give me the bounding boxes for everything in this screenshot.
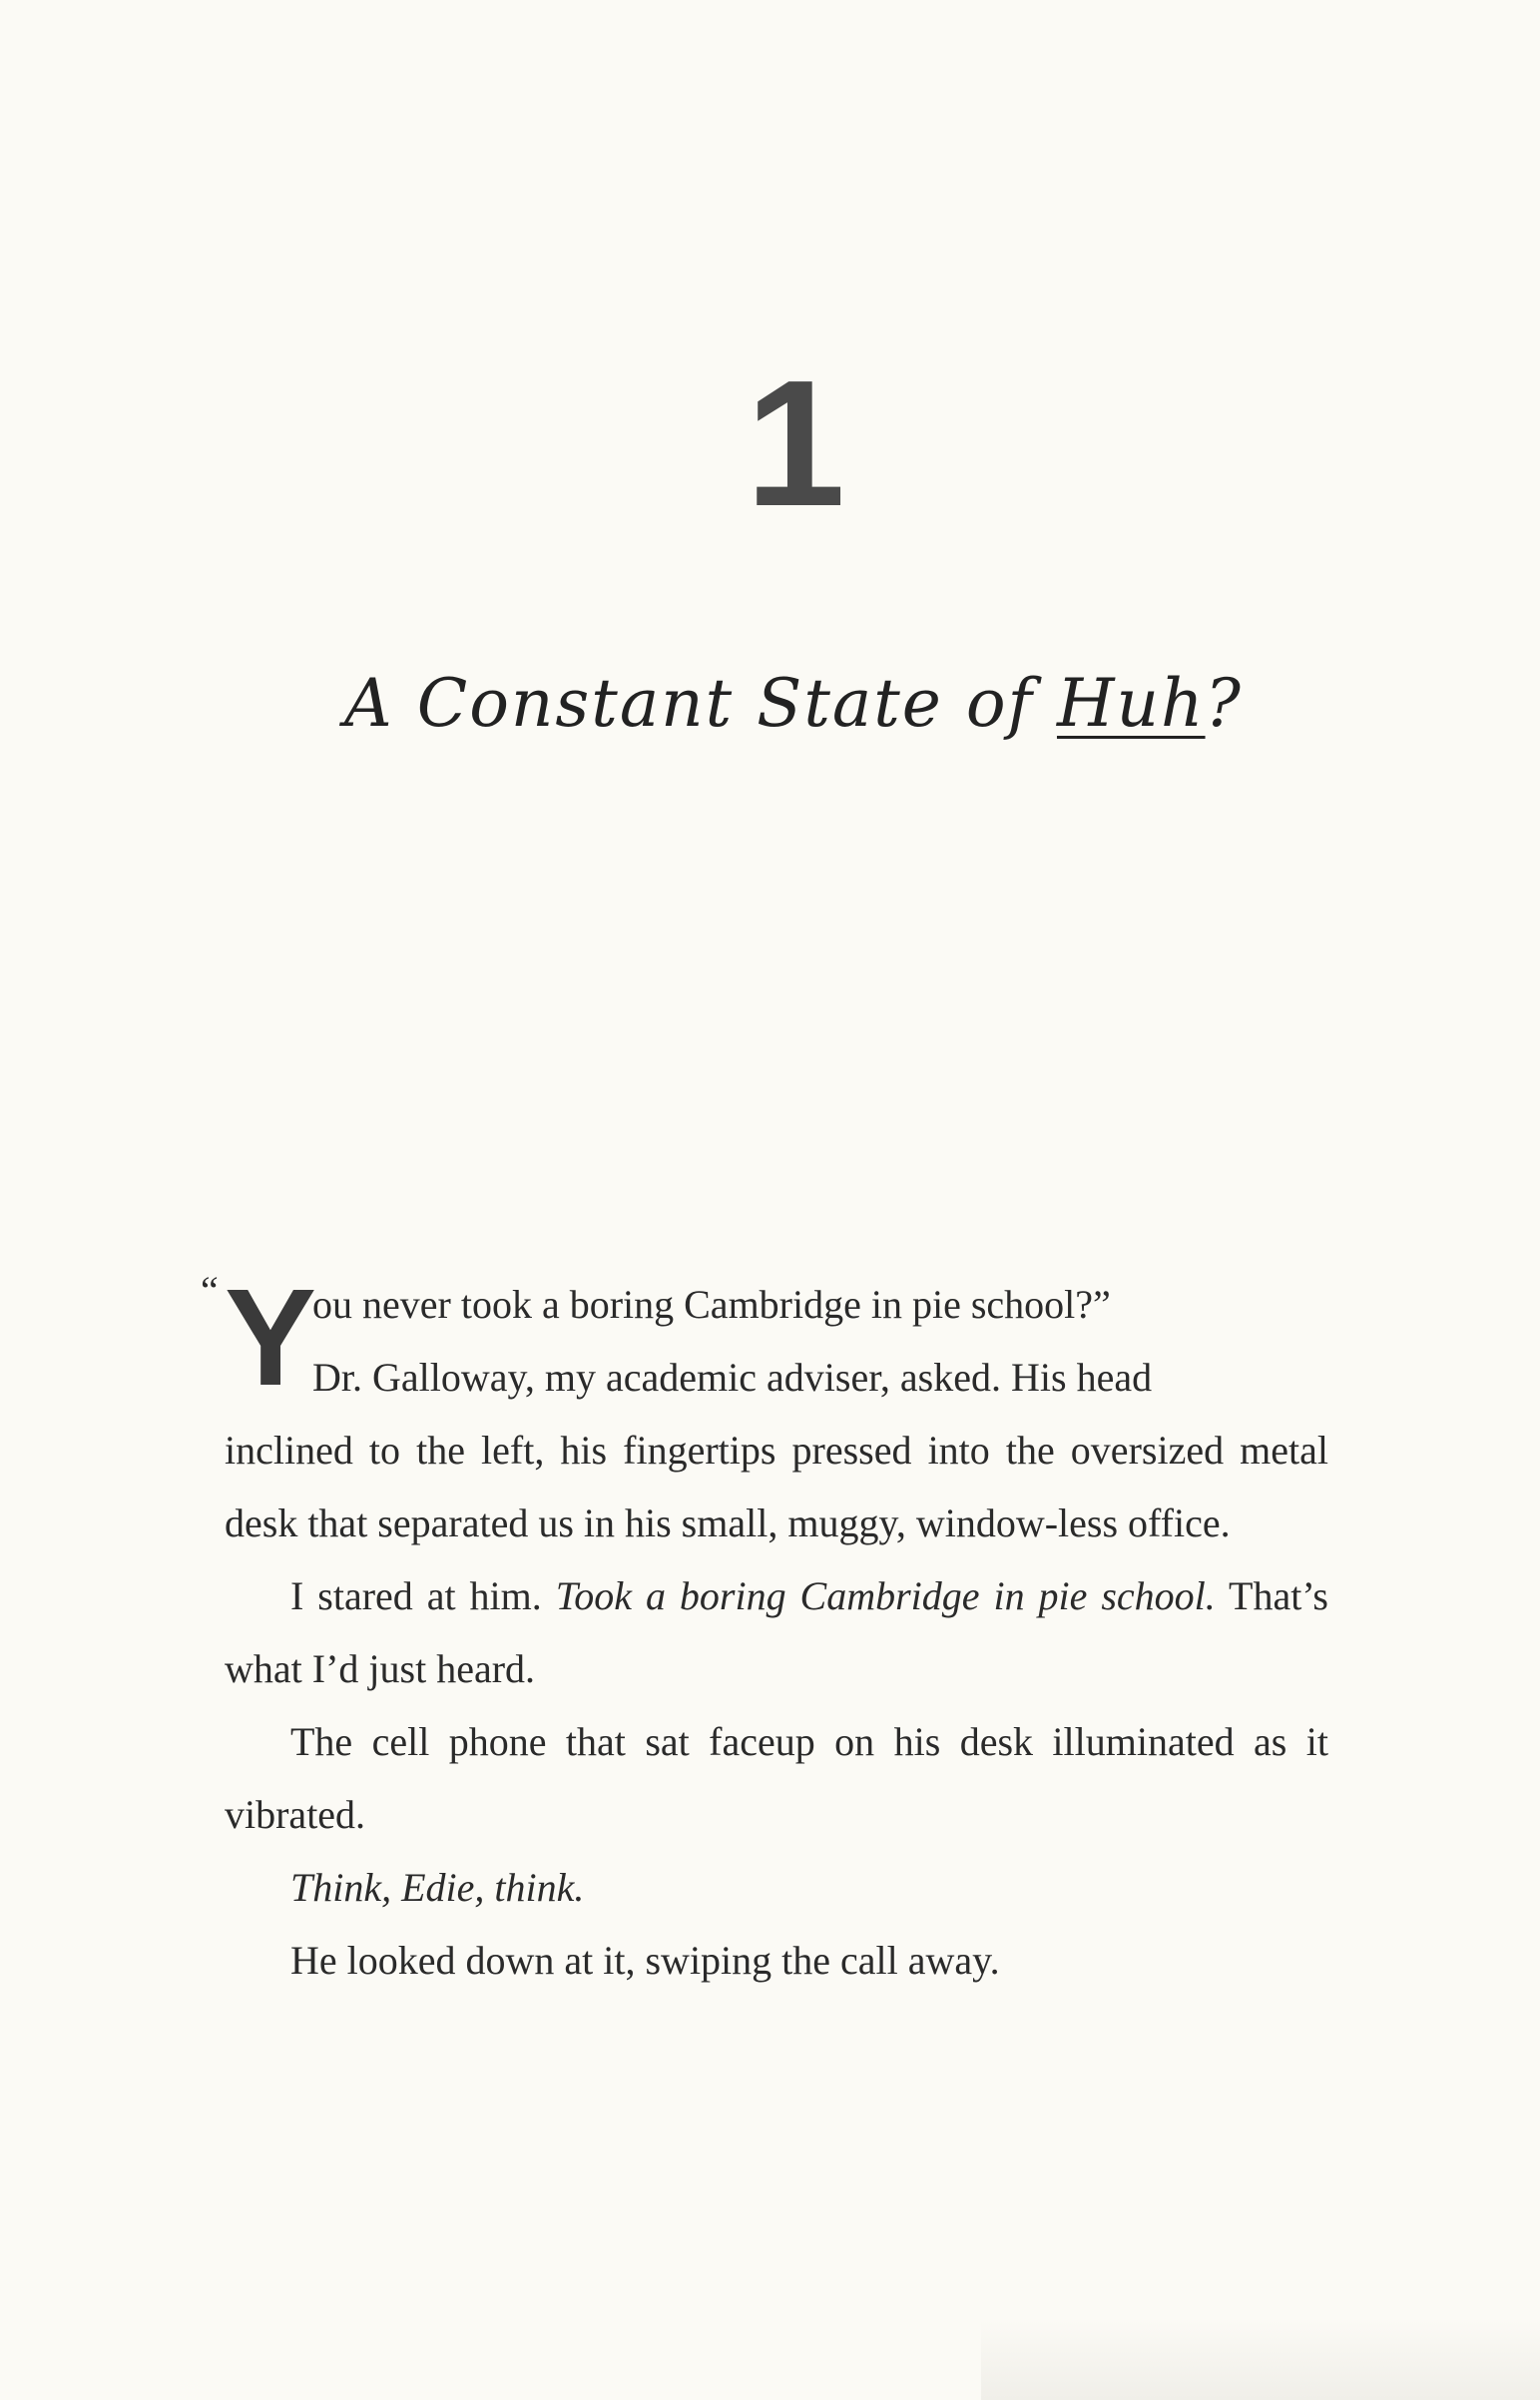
paragraph-4 (225, 1851, 1328, 1924)
chapter-number: 1 (745, 343, 842, 544)
chapter-body (201, 1261, 1328, 1997)
chapter-title-main: A Constant State of (344, 665, 1057, 742)
paragraph-1-line-1: ou never took a boring Cambridge in pie school?” (312, 1282, 1111, 1327)
paragraph-2 (225, 1559, 1328, 1705)
paragraph-3: The cell phone that sat faceup on his desk illuminated as it vibrated. (225, 1719, 1328, 1837)
paragraph-1-rest: inclined to the left, his fingertips pressed into the oversized metal desk that separated us in his small, muggy, window-less office. (225, 1428, 1328, 1545)
page-edge-shadow (981, 2320, 1540, 2400)
paragraph-1 (201, 1261, 1328, 1559)
chapter-title-end: ? (1205, 665, 1243, 742)
paragraph-2-italic: Took a boring Cambridge in pie school. (555, 1573, 1216, 1618)
chapter-title-underlined: Huh (1056, 665, 1206, 742)
open-quote: “ (201, 1268, 219, 1313)
chapter-title (0, 664, 1540, 743)
paragraph-1-line-2: Dr. Galloway, my academic adviser, asked. His head (312, 1355, 1153, 1400)
paragraph-4-italic: Think, Edie, think. (290, 1865, 585, 1910)
drop-cap: Y (225, 1261, 317, 1415)
paragraph-2-lead: I stared at him. (290, 1573, 556, 1618)
paragraph-2-tail: That’s what I’d just heard. (225, 1573, 1328, 1691)
paragraph-5: He looked down at it, swiping the call away. (290, 1938, 1000, 1983)
